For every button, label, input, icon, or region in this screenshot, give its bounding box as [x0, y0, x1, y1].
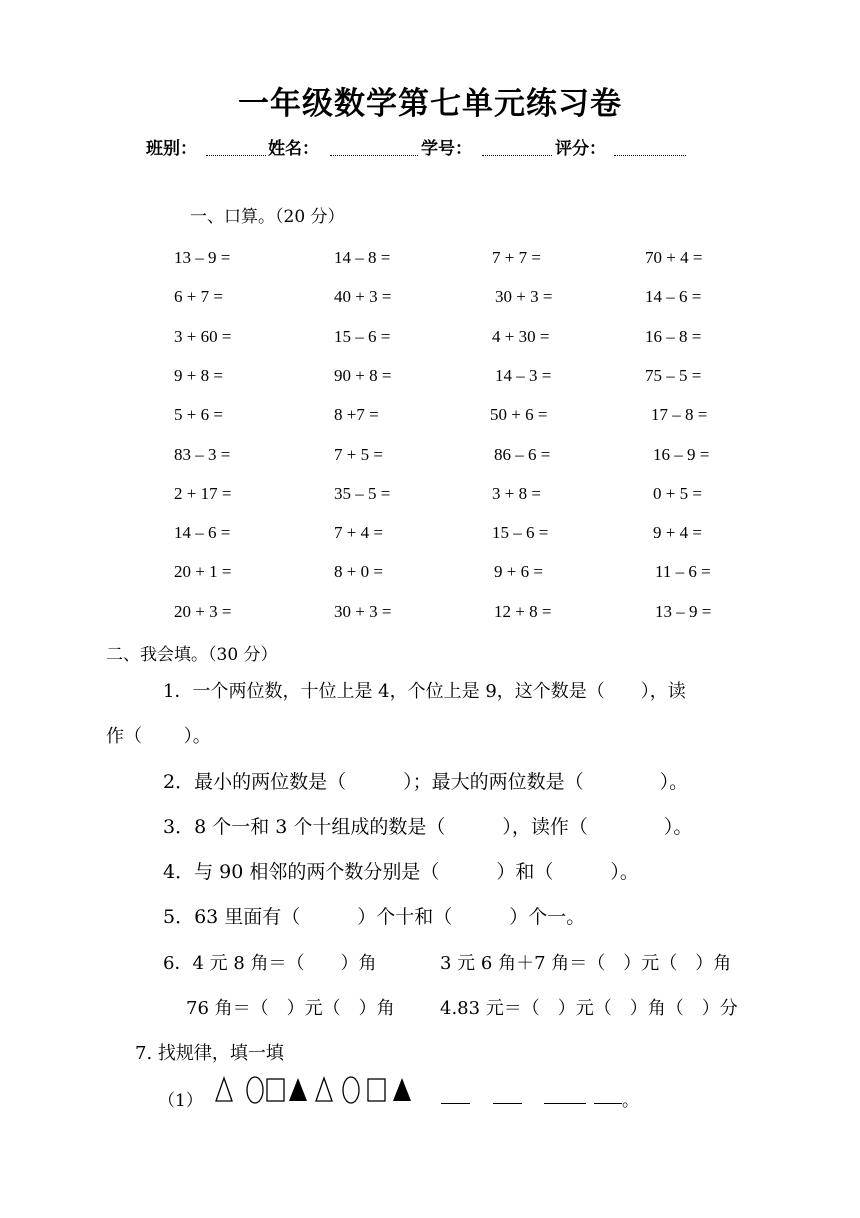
- calc-item: 0 + 5 =: [653, 484, 702, 503]
- id-label: 学号：: [421, 139, 472, 159]
- name-blank[interactable]: [330, 155, 418, 156]
- answer-blank-3[interactable]: [544, 1103, 586, 1104]
- question-7-end-mark: 。: [622, 1091, 639, 1111]
- calc-item: 50 + 6 =: [490, 405, 548, 424]
- calc-item: 11 – 6 =: [655, 562, 711, 581]
- calc-item: 30 + 3 =: [334, 602, 392, 621]
- calc-item: 15 – 6 =: [492, 523, 549, 542]
- calc-item: 2 + 17 =: [174, 484, 232, 503]
- answer-blank-2[interactable]: [493, 1103, 522, 1104]
- calc-item: 16 – 9 =: [653, 445, 710, 464]
- name-label: 姓名：: [268, 139, 319, 159]
- calc-item: 3 + 8 =: [492, 484, 541, 503]
- calc-item: 8 +7 =: [334, 405, 379, 424]
- id-blank[interactable]: [482, 155, 552, 156]
- score-blank[interactable]: [614, 155, 686, 156]
- square-outline-icon: [267, 1079, 284, 1101]
- class-blank[interactable]: [206, 155, 266, 156]
- question-3: 3．8 个一和 3 个十组成的数是（ ），读作（ ）。: [163, 816, 693, 838]
- answer-blank-4[interactable]: [594, 1103, 622, 1104]
- oval-outline-icon: [247, 1077, 263, 1103]
- calc-item: 7 + 4 =: [334, 523, 383, 542]
- calc-item: 15 – 6 =: [334, 327, 391, 346]
- question-7: 7. 找规律，填一填: [135, 1043, 284, 1064]
- question-4: 4．与 90 相邻的两个数分别是（ ）和（ ）。: [163, 861, 639, 883]
- question-1-line1: 1．一个两位数，十位上是 4，个位上是 9，这个数是（ ），读: [163, 681, 686, 702]
- calc-item: 7 + 5 =: [334, 445, 383, 464]
- question-1-line2: 作（ ）。: [106, 726, 211, 747]
- question-7-sub-label: （1）: [158, 1091, 203, 1111]
- triangle-outline-icon: [216, 1078, 232, 1101]
- score-label: 评分：: [555, 139, 606, 159]
- calc-item: 13 – 9 =: [174, 248, 231, 267]
- calc-item: 14 – 3 =: [495, 366, 552, 385]
- calc-item: 30 + 3 =: [495, 287, 553, 306]
- page-title: 一年级数学第七单元练习卷: [238, 86, 622, 122]
- answer-blank-1[interactable]: [441, 1103, 470, 1104]
- calc-item: 6 + 7 =: [174, 287, 223, 306]
- section2-heading: 二、我会填。（30 分）: [106, 645, 278, 665]
- calc-item: 40 + 3 =: [334, 287, 392, 306]
- question-2: 2．最小的两位数是（ ）；最大的两位数是（ ）。: [163, 771, 689, 793]
- calc-item: 9 + 8 =: [174, 366, 223, 385]
- triangle-outline-icon: [316, 1078, 332, 1101]
- question-6-c: 76 角＝（ ）元（ ）角: [186, 998, 395, 1019]
- question-6-d: 4.83 元＝（ ）元（ ）角（ ）分: [440, 998, 738, 1019]
- calc-item: 14 – 6 =: [174, 523, 231, 542]
- calc-item: 7 + 7 =: [492, 248, 541, 267]
- oval-outline-icon: [343, 1077, 359, 1103]
- question-5: 5．63 里面有（ ）个十和（ ）个一。: [163, 906, 586, 928]
- calc-item: 14 – 6 =: [645, 287, 702, 306]
- square-outline-icon: [368, 1079, 385, 1101]
- question-6-b: 3 元 6 角＋7 角＝（ ）元（ ）角: [440, 953, 732, 974]
- calc-item: 14 – 8 =: [334, 248, 391, 267]
- calc-item: 5 + 6 =: [174, 405, 223, 424]
- question-6-a: 6．4 元 8 角＝（ ）角: [163, 953, 377, 974]
- pattern-shapes: [205, 1074, 425, 1108]
- calc-item: 20 + 3 =: [174, 602, 232, 621]
- triangle-filled-icon: [289, 1078, 307, 1101]
- calc-item: 13 – 9 =: [655, 602, 712, 621]
- calc-item: 17 – 8 =: [651, 405, 708, 424]
- calc-item: 70 + 4 =: [645, 248, 703, 267]
- calc-item: 90 + 8 =: [334, 366, 392, 385]
- calc-item: 86 – 6 =: [494, 445, 551, 464]
- calc-item: 16 – 8 =: [645, 327, 702, 346]
- calc-item: 83 – 3 =: [174, 445, 231, 464]
- calc-item: 75 – 5 =: [645, 366, 702, 385]
- calc-item: 3 + 60 =: [174, 327, 232, 346]
- calc-item: 4 + 30 =: [492, 327, 550, 346]
- calc-item: 20 + 1 =: [174, 562, 232, 581]
- calc-item: 35 – 5 =: [334, 484, 391, 503]
- class-label: 班别：: [146, 139, 197, 159]
- calc-item: 8 + 0 =: [334, 562, 383, 581]
- triangle-filled-icon: [393, 1078, 411, 1101]
- calc-item: 9 + 6 =: [494, 562, 543, 581]
- section1-heading: 一、口算。（20 分）: [190, 207, 345, 227]
- calc-item: 9 + 4 =: [653, 523, 702, 542]
- calc-item: 12 + 8 =: [494, 602, 552, 621]
